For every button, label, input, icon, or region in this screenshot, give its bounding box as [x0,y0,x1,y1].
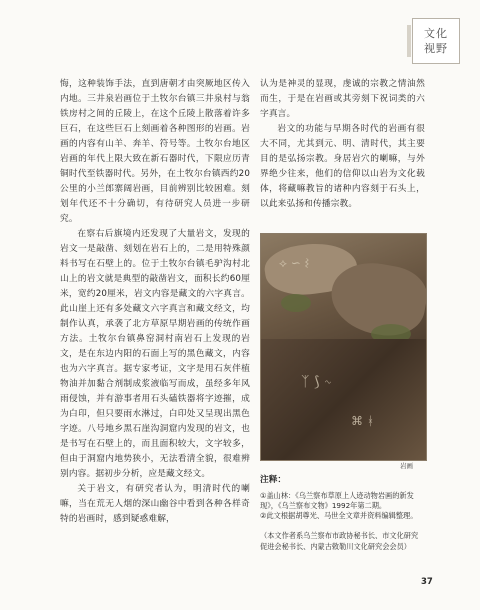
note-item-2: ②此文根据胡尊光、马世全文章并资料编辑整理。 [260,511,418,520]
notes-section [260,475,425,552]
rock-face [261,339,426,460]
left-paragraph-2: 在察右后旗境内还发现了大量岩文，发现的岩文一是敲凿、刻划在岩石上的，二是用特殊颜料书写在石壁上的。位于土牧尔台镇毛驴沟村北山上的岩文就是典型的敲凿岩文，面积长约60厘米，宽约20厘米，岩文内容是藏文的六字真言。此山崖上还有多处藏文六字真言和藏文经文，均制作认真，承袭了北方草原早期岩画的传统作画方法。土牧尔台镇鼻窑洞村南岩石上发现的岩文，是在东边内阳的石面上写的黑色藏文，内容也为六字真言。据专家考证，文字是用石灰伴植物油并加黏合剂制成浆液临写而成，虽经多年风雨侵蚀，并有游事者用石头磕铁器将字迹摧，成为白印，但只要雨水淋过，白印处又呈现出黑色字迹。八号地乡黑石崖沟洞窟内发现的岩文，也是书写在石壁上的，而且面积较大，文字较多，但由于洞窟内地势狭小，无法看清全貌，很难辨别内容。据初步分析，应是藏文经文。 [60,229,250,479]
rock-art-photo [260,233,427,461]
right-paragraph-1: 认为是神灵的显现，虔诚的宗教之情油然而生，于是在岩画或其旁刻下祝词类的六字真言。 [260,79,425,119]
badge-line-2: 视野 [424,42,448,55]
badge-line-1: 文化 [424,27,448,40]
section-badge [412,18,460,64]
left-column [60,77,250,527]
left-paragraph-3: 关于岩文，有研究者认为，明清时代的喇嘛，当在荒无人烟的深山幽谷中看到各种各样奇特的岩画时，感到疑惑难解， [60,484,250,524]
right-column [260,77,425,212]
photo-credit: 岩画 [400,462,413,470]
carving-mark: ⟡ ∽ ⌇ [279,256,310,270]
moss-patch [281,294,311,312]
left-paragraph-1: 悔，这种装饰手法，直到唐朝才由突厥地区传入内地。三井泉岩画位于土牧尔台镇三井泉村与翁铁房村之间的丘陵上，在这个丘陵上散落着许多巨石，在这些巨石上刻画着各种图形的岩画。岩画的内容有山羊、奔羊、符号等。土牧尔台地区岩画的年代上限大致在新石器时代，下限应历青铜时代至铁器时代。另外，在土牧尔台镇西约20公里的小兰郎寨阔岩画，目前辨别比较困难。刻划年代还不十分确切，有待研究人员进一步研究。 [60,79,250,224]
page-number: 37 [421,577,433,587]
author-note: （本文作者系乌兰察布市政协秘书长、市文化研究促进会秘书长、内蒙古敕勒川文化研究会会员） [260,531,419,551]
notes-title: 注释： [260,475,287,485]
carving-mark: ᛉ ⟆ ∿ [301,374,333,390]
right-paragraph-2: 岩文的功能与早期各时代的岩画有很大不同，尤其到元、明、清时代，其主要目的是弘扬宗教。身居岩穴的喇嘛，与外界绝少往来，他们的信仰以山岩为文化载体，将藏嘛教旨的诸种内容刻于石头上，以此来弘扬和传播宗教。 [260,124,425,209]
carving-mark: ⌘ ᚼ [351,414,375,428]
note-item-1: ①盖山林：《乌兰察布草原上人迹动物岩画的新发现》，《乌兰察布文物》1992年第二期。 [260,491,414,510]
